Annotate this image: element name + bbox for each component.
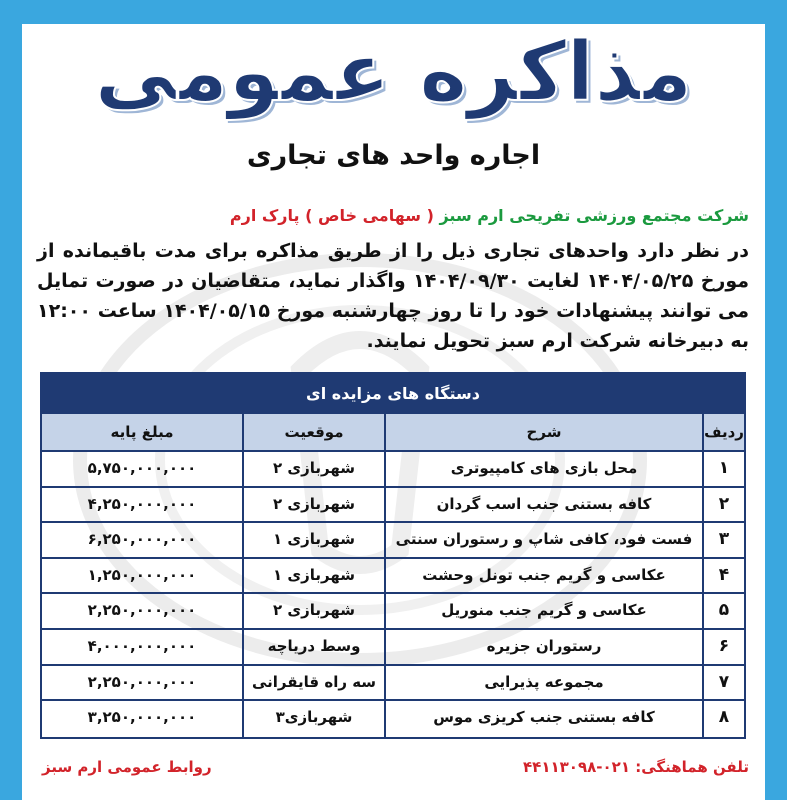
row-loc: شهربازی ۲ xyxy=(242,452,384,486)
row-price: ۲,۲۵۰,۰۰۰,۰۰۰ xyxy=(87,672,197,691)
company-type: ( سهامی خاص ) پارک ارم xyxy=(229,206,434,225)
row-loc: شهربازی ۱ xyxy=(242,559,384,593)
row-price: ۳,۲۵۰,۰۰۰,۰۰۰ xyxy=(87,708,197,727)
table-row xyxy=(42,594,744,630)
row-price: ۱,۲۵۰,۰۰۰,۰۰۰ xyxy=(87,565,197,584)
row-desc: کافه بستنی جنب کریزی موس xyxy=(384,701,702,737)
company-name: شرکت مجتمع ورزشی تفریحی ارم سبز xyxy=(439,206,749,225)
table-title: دستگاه های مزایده ای xyxy=(42,374,744,414)
row-loc: شهربازی ۲ xyxy=(242,488,384,522)
row-desc: فست فود، کافی شاپ و رستوران سنتی xyxy=(384,523,702,557)
row-num: ۷ xyxy=(702,666,744,700)
row-loc: شهربازی ۱ xyxy=(242,523,384,557)
table-row xyxy=(42,523,744,559)
row-desc: مجموعه پذیرایی xyxy=(384,666,702,700)
table-row xyxy=(42,559,744,595)
row-desc: محل بازی های کامپیوتری xyxy=(384,452,702,486)
announcement-text: در نظر دارد واحدهای تجاری ذیل را از طریق مذاکره برای مدت باقیمانده از مورخ ۱۴۰۴/۰۵/۲۵ لغایت ۱۴۰۴/۰۹/۳۰ واگذار نماید، متقاضیان در صورت تمایل می توانند پیشنهادات خود را تا روز چهارشنبه مورخ ۱۴۰۴/۰۵/۱۵ ساعت ۱۲:۰۰ به دبیرخانه شرکت ارم سبز تحویل نمایند. xyxy=(37,240,750,352)
row-price: ۲,۲۵۰,۰۰۰,۰۰۰ xyxy=(87,601,197,620)
row-price: ۵,۷۵۰,۰۰۰,۰۰۰ xyxy=(87,459,197,477)
row-num: ۸ xyxy=(702,701,744,737)
row-loc: شهربازی ۲ xyxy=(242,594,384,628)
row-loc: شهربازی۳ xyxy=(242,701,384,737)
table-row xyxy=(42,488,744,524)
table-row xyxy=(42,666,744,702)
page-subtitle: اجاره واحد های تجاری xyxy=(246,140,541,171)
table-row xyxy=(42,701,744,737)
public-relations: روابط عمومی ارم سبز xyxy=(42,758,212,776)
row-num: ۵ xyxy=(702,594,744,628)
units-table xyxy=(40,372,746,739)
header-desc: شرح xyxy=(384,414,702,450)
row-num: ۶ xyxy=(702,630,744,664)
header-price: مبلغ پایه xyxy=(110,423,174,441)
table-row xyxy=(42,630,744,666)
row-num: ۴ xyxy=(702,559,744,593)
row-desc: عکاسی و گریم جنب تونل وحشت xyxy=(384,559,702,593)
contact-phone: تلفن هماهنگی: ۰۲۱-۴۴۱۱۳۰۹۸ xyxy=(523,758,749,776)
row-num: ۲ xyxy=(702,488,744,522)
company-line xyxy=(230,206,749,225)
row-price: ۴,۲۵۰,۰۰۰,۰۰۰ xyxy=(87,494,197,513)
table-header-row xyxy=(42,414,744,452)
row-loc: وسط دریاچه xyxy=(242,630,384,664)
table-row xyxy=(42,452,744,488)
row-loc: سه راه قایقرانی xyxy=(242,666,384,700)
row-num: ۳ xyxy=(702,523,744,557)
row-num: ۱ xyxy=(702,452,744,486)
page-title: مذاکره عمومی xyxy=(94,25,693,120)
header-num: ردیف xyxy=(702,414,744,450)
row-price: ۶,۲۵۰,۰۰۰,۰۰۰ xyxy=(87,530,197,549)
row-desc: عکاسی و گریم جنب منوریل xyxy=(384,594,702,628)
row-desc: رستوران جزیره xyxy=(384,630,702,664)
row-price: ۴,۰۰۰,۰۰۰,۰۰۰ xyxy=(87,636,197,655)
header-loc: موقعیت xyxy=(242,414,384,450)
row-desc: کافه بستنی جنب اسب گردان xyxy=(384,488,702,522)
